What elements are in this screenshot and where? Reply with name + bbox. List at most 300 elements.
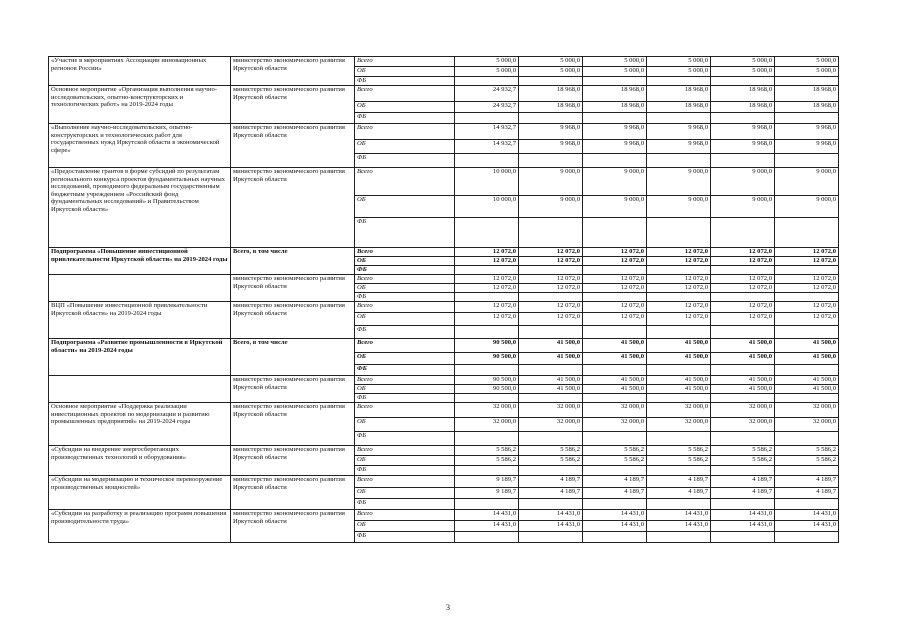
amount-cell: 4 189,7	[519, 488, 583, 499]
funding-source-cell: Всего	[355, 124, 455, 140]
amount-cell: 12 072,0	[455, 302, 519, 313]
amount-cell: 5 586,2	[519, 456, 583, 466]
amount-cell	[583, 499, 647, 510]
amount-cell: 12 072,0	[775, 257, 839, 266]
table-row	[49, 339, 839, 353]
funding-source-cell: ОБ	[355, 284, 455, 293]
amount-cell: 12 072,0	[583, 284, 647, 293]
amount-cell: 4 189,7	[519, 476, 583, 488]
amount-cell	[711, 293, 775, 302]
amount-cell: 12 072,0	[647, 248, 711, 257]
responsible-cell: министерство экономического развития Иркутской области	[231, 86, 355, 124]
amount-cell: 14 431,0	[647, 521, 711, 532]
amount-cell: 5 586,2	[711, 456, 775, 466]
amount-cell	[775, 466, 839, 476]
amount-cell: 18 968,0	[647, 86, 711, 102]
amount-cell: 5 586,2	[775, 456, 839, 466]
amount-cell: 32 000,0	[519, 403, 583, 418]
activity-name-cell	[49, 275, 231, 302]
amount-cell	[647, 218, 711, 248]
amount-cell	[455, 394, 519, 403]
funding-source-cell: Всего	[355, 86, 455, 102]
amount-cell: 12 072,0	[711, 248, 775, 257]
amount-cell: 5 000,0	[455, 67, 519, 77]
amount-cell	[455, 113, 519, 124]
amount-cell	[711, 77, 775, 86]
activity-name-cell: «Субсидии на разработку и реализацию программ повышения производительности труда»	[49, 510, 231, 543]
amount-cell: 9 000,0	[775, 168, 839, 196]
funding-source-cell: ОБ	[355, 488, 455, 499]
activity-name-cell: «Предоставление грантов в форме субсидий по результатам регионального конкурса проектов фундаментальных научных исследований, проводимого федеральным государственным бюджетным учреждением «Российский фонд фундаментальных исследований» и Правительством Иркутской области»	[49, 168, 231, 248]
responsible-cell: министерство экономического развития Иркутской области	[231, 446, 355, 476]
amount-cell: 5 000,0	[519, 57, 583, 67]
amount-cell: 18 968,0	[775, 86, 839, 102]
amount-cell: 12 072,0	[583, 275, 647, 284]
amount-cell: 41 500,0	[647, 385, 711, 394]
table-row	[49, 124, 839, 140]
amount-cell: 12 072,0	[455, 257, 519, 266]
activity-name-cell: Подпрограмма «Повышение инвестиционной привлекательности Иркутской области» на 2019-2024 годы	[49, 248, 231, 275]
amount-cell	[775, 77, 839, 86]
amount-cell	[711, 113, 775, 124]
amount-cell: 12 072,0	[775, 302, 839, 313]
amount-cell: 14 431,0	[455, 510, 519, 521]
amount-cell	[455, 365, 519, 376]
amount-cell: 9 000,0	[647, 196, 711, 218]
amount-cell: 41 500,0	[711, 385, 775, 394]
amount-cell: 5 586,2	[583, 456, 647, 466]
amount-cell: 90 500,0	[455, 376, 519, 385]
amount-cell	[583, 326, 647, 339]
amount-cell	[455, 326, 519, 339]
amount-cell	[647, 466, 711, 476]
amount-cell: 12 072,0	[455, 248, 519, 257]
amount-cell	[455, 499, 519, 510]
amount-cell: 18 968,0	[647, 102, 711, 113]
amount-cell: 5 000,0	[583, 67, 647, 77]
amount-cell: 9 000,0	[775, 196, 839, 218]
amount-cell: 5 586,2	[775, 446, 839, 456]
amount-cell: 9 968,0	[647, 140, 711, 154]
funding-source-cell: ФБ	[355, 466, 455, 476]
budget-table	[48, 56, 839, 543]
amount-cell	[583, 218, 647, 248]
amount-cell	[455, 432, 519, 446]
responsible-cell: министерство экономического развития Иркутской области	[231, 57, 355, 86]
amount-cell: 41 500,0	[519, 385, 583, 394]
amount-cell: 14 932,7	[455, 124, 519, 140]
amount-cell: 41 500,0	[711, 376, 775, 385]
table-row	[49, 510, 839, 521]
amount-cell: 41 500,0	[711, 353, 775, 365]
amount-cell	[647, 154, 711, 168]
amount-cell	[775, 432, 839, 446]
amount-cell	[455, 293, 519, 302]
amount-cell: 41 500,0	[519, 353, 583, 365]
amount-cell: 4 189,7	[775, 476, 839, 488]
funding-source-cell: Всего	[355, 510, 455, 521]
amount-cell: 12 072,0	[775, 313, 839, 326]
table-row	[49, 476, 839, 488]
funding-source-cell: ФБ	[355, 266, 455, 275]
funding-source-cell: ОБ	[355, 196, 455, 218]
funding-source-cell: ОБ	[355, 385, 455, 394]
amount-cell: 90 500,0	[455, 353, 519, 365]
amount-cell: 32 000,0	[647, 403, 711, 418]
amount-cell	[711, 218, 775, 248]
amount-cell	[775, 394, 839, 403]
funding-source-cell: ФБ	[355, 532, 455, 543]
amount-cell: 9 968,0	[647, 124, 711, 140]
responsible-cell: министерство экономического развития Иркутской области	[231, 403, 355, 446]
funding-source-cell: ФБ	[355, 113, 455, 124]
funding-source-cell: ОБ	[355, 521, 455, 532]
amount-cell: 18 968,0	[583, 102, 647, 113]
amount-cell	[583, 77, 647, 86]
activity-name-cell: «Участие в мероприятиях Ассоциации инновационных регионов России»	[49, 57, 231, 86]
amount-cell: 12 072,0	[711, 275, 775, 284]
amount-cell: 24 932,7	[455, 102, 519, 113]
amount-cell: 14 431,0	[455, 521, 519, 532]
amount-cell	[775, 218, 839, 248]
amount-cell: 9 000,0	[647, 168, 711, 196]
amount-cell	[583, 293, 647, 302]
amount-cell: 12 072,0	[583, 257, 647, 266]
amount-cell: 9 968,0	[775, 124, 839, 140]
amount-cell: 18 968,0	[583, 86, 647, 102]
amount-cell	[775, 326, 839, 339]
responsible-cell: министерство экономического развития Иркутской области	[231, 275, 355, 302]
table-row	[49, 302, 839, 313]
responsible-cell: министерство экономического развития Иркутской области	[231, 476, 355, 510]
responsible-cell: министерство экономического развития Иркутской области	[231, 376, 355, 403]
amount-cell: 9 189,7	[455, 488, 519, 499]
funding-source-cell: ОБ	[355, 418, 455, 432]
amount-cell	[519, 365, 583, 376]
amount-cell: 41 500,0	[519, 376, 583, 385]
amount-cell: 24 932,7	[455, 86, 519, 102]
amount-cell: 4 189,7	[711, 476, 775, 488]
activity-name-cell: «Субсидии на внедрение энергосберегающих производственных технологий и оборудования»	[49, 446, 231, 476]
amount-cell: 12 072,0	[519, 248, 583, 257]
table-row	[49, 446, 839, 456]
funding-source-cell: Всего	[355, 476, 455, 488]
amount-cell: 12 072,0	[711, 257, 775, 266]
amount-cell	[519, 394, 583, 403]
amount-cell: 12 072,0	[775, 275, 839, 284]
amount-cell	[455, 218, 519, 248]
amount-cell	[647, 266, 711, 275]
amount-cell	[775, 499, 839, 510]
activity-name-cell	[49, 376, 231, 403]
amount-cell	[583, 532, 647, 543]
amount-cell	[775, 293, 839, 302]
amount-cell	[647, 293, 711, 302]
amount-cell: 18 968,0	[519, 86, 583, 102]
funding-source-cell: Всего	[355, 168, 455, 196]
table-row	[49, 86, 839, 102]
amount-cell: 12 072,0	[519, 313, 583, 326]
funding-source-cell: ФБ	[355, 326, 455, 339]
amount-cell: 5 586,2	[647, 456, 711, 466]
amount-cell: 18 968,0	[775, 102, 839, 113]
funding-source-cell: ФБ	[355, 218, 455, 248]
amount-cell	[775, 266, 839, 275]
amount-cell: 41 500,0	[711, 339, 775, 353]
amount-cell	[711, 266, 775, 275]
amount-cell	[519, 293, 583, 302]
funding-source-cell: ОБ	[355, 102, 455, 113]
amount-cell: 12 072,0	[519, 275, 583, 284]
amount-cell: 10 000,0	[455, 168, 519, 196]
amount-cell: 14 431,0	[519, 521, 583, 532]
table-row	[49, 168, 839, 196]
amount-cell: 14 932,7	[455, 140, 519, 154]
amount-cell: 5 000,0	[775, 57, 839, 67]
amount-cell	[583, 432, 647, 446]
amount-cell: 90 500,0	[455, 385, 519, 394]
amount-cell: 32 000,0	[775, 403, 839, 418]
funding-source-cell: ОБ	[355, 257, 455, 266]
amount-cell	[711, 326, 775, 339]
amount-cell	[647, 77, 711, 86]
funding-source-cell: ФБ	[355, 432, 455, 446]
amount-cell: 5 586,2	[583, 446, 647, 456]
amount-cell	[455, 466, 519, 476]
funding-source-cell: ФБ	[355, 394, 455, 403]
amount-cell: 5 000,0	[775, 67, 839, 77]
amount-cell: 41 500,0	[583, 353, 647, 365]
amount-cell: 12 072,0	[775, 248, 839, 257]
funding-source-cell: Всего	[355, 376, 455, 385]
amount-cell: 5 000,0	[583, 57, 647, 67]
amount-cell: 12 072,0	[647, 284, 711, 293]
amount-cell	[775, 154, 839, 168]
amount-cell: 12 072,0	[519, 302, 583, 313]
amount-cell	[583, 154, 647, 168]
amount-cell	[455, 77, 519, 86]
responsible-cell: министерство экономического развития Иркутской области	[231, 302, 355, 339]
table-row	[49, 275, 839, 284]
responsible-cell: министерство экономического развития Иркутской области	[231, 124, 355, 168]
amount-cell: 14 431,0	[775, 510, 839, 521]
funding-source-cell: ФБ	[355, 365, 455, 376]
table-row	[49, 403, 839, 418]
amount-cell	[711, 466, 775, 476]
amount-cell	[647, 113, 711, 124]
amount-cell: 9 000,0	[519, 196, 583, 218]
amount-cell: 14 431,0	[647, 510, 711, 521]
amount-cell: 41 500,0	[647, 376, 711, 385]
funding-source-cell: Всего	[355, 446, 455, 456]
funding-source-cell: ФБ	[355, 77, 455, 86]
amount-cell: 12 072,0	[647, 302, 711, 313]
amount-cell: 12 072,0	[711, 284, 775, 293]
amount-cell	[711, 432, 775, 446]
amount-cell: 12 072,0	[583, 248, 647, 257]
amount-cell	[583, 113, 647, 124]
amount-cell	[647, 365, 711, 376]
amount-cell	[519, 77, 583, 86]
amount-cell	[455, 532, 519, 543]
amount-cell	[711, 532, 775, 543]
amount-cell	[647, 326, 711, 339]
amount-cell: 12 072,0	[647, 275, 711, 284]
amount-cell: 5 000,0	[455, 57, 519, 67]
activity-name-cell: ВЦП «Повышение инвестиционной привлекательности Иркутской области» на 2019-2024 годы	[49, 302, 231, 339]
amount-cell	[711, 365, 775, 376]
amount-cell: 12 072,0	[519, 257, 583, 266]
amount-cell: 9 000,0	[583, 196, 647, 218]
amount-cell	[519, 466, 583, 476]
activity-name-cell: «Выполнение научно-исследовательских, опытно-конструкторских и технологических работ для государственных нужд Иркутской области в экономической сфере»	[49, 124, 231, 168]
amount-cell	[519, 154, 583, 168]
amount-cell	[647, 499, 711, 510]
amount-cell: 4 189,7	[583, 476, 647, 488]
funding-source-cell: ОБ	[355, 353, 455, 365]
amount-cell: 32 000,0	[711, 403, 775, 418]
funding-source-cell: ОБ	[355, 67, 455, 77]
table-row	[49, 248, 839, 257]
amount-cell	[519, 113, 583, 124]
amount-cell	[519, 266, 583, 275]
amount-cell: 5 586,2	[711, 446, 775, 456]
funding-source-cell: ОБ	[355, 456, 455, 466]
amount-cell: 12 072,0	[583, 313, 647, 326]
amount-cell: 5 000,0	[711, 57, 775, 67]
amount-cell: 9 968,0	[519, 124, 583, 140]
amount-cell: 12 072,0	[647, 257, 711, 266]
amount-cell	[583, 365, 647, 376]
amount-cell: 12 072,0	[455, 284, 519, 293]
amount-cell: 9 968,0	[775, 140, 839, 154]
amount-cell: 12 072,0	[647, 313, 711, 326]
amount-cell: 41 500,0	[775, 385, 839, 394]
amount-cell: 32 000,0	[583, 403, 647, 418]
funding-source-cell: Всего	[355, 248, 455, 257]
amount-cell: 41 500,0	[775, 339, 839, 353]
amount-cell: 41 500,0	[775, 376, 839, 385]
amount-cell: 5 000,0	[711, 67, 775, 77]
amount-cell	[519, 432, 583, 446]
amount-cell: 14 431,0	[711, 521, 775, 532]
amount-cell: 9 968,0	[583, 140, 647, 154]
activity-name-cell: Основное мероприятие «Поддержка реализации инвестиционных проектов по модернизации и развитию промышленных предприятий» на 2019-2024 годы	[49, 403, 231, 446]
amount-cell: 41 500,0	[647, 339, 711, 353]
amount-cell: 5 000,0	[519, 67, 583, 77]
amount-cell: 18 968,0	[711, 86, 775, 102]
amount-cell	[711, 154, 775, 168]
amount-cell: 4 189,7	[711, 488, 775, 499]
amount-cell: 32 000,0	[583, 418, 647, 432]
amount-cell	[583, 466, 647, 476]
amount-cell: 41 500,0	[519, 339, 583, 353]
amount-cell: 9 968,0	[711, 124, 775, 140]
responsible-cell: Всего, в том числе	[231, 339, 355, 376]
amount-cell	[519, 218, 583, 248]
amount-cell: 9 000,0	[519, 168, 583, 196]
amount-cell	[519, 499, 583, 510]
amount-cell: 12 072,0	[455, 275, 519, 284]
responsible-cell: министерство экономического развития Иркутской области	[231, 510, 355, 543]
amount-cell: 12 072,0	[583, 302, 647, 313]
amount-cell: 41 500,0	[583, 339, 647, 353]
activity-name-cell: Подпрограмма «Развитие промышленности в Иркутской области» на 2019-2024 годы	[49, 339, 231, 376]
table-row	[49, 57, 839, 67]
amount-cell: 32 000,0	[519, 418, 583, 432]
amount-cell	[775, 113, 839, 124]
activity-name-cell: Основное мероприятие «Организация выполнения научно-исследовательских, опытно-конструкторских и технологических работ» на 2019-2024 годы	[49, 86, 231, 124]
amount-cell	[455, 154, 519, 168]
amount-cell: 41 500,0	[583, 385, 647, 394]
amount-cell: 14 431,0	[775, 521, 839, 532]
amount-cell: 5 586,2	[455, 456, 519, 466]
amount-cell	[647, 432, 711, 446]
amount-cell: 4 189,7	[583, 488, 647, 499]
amount-cell: 14 431,0	[583, 521, 647, 532]
amount-cell: 5 586,2	[647, 446, 711, 456]
amount-cell: 5 000,0	[647, 67, 711, 77]
amount-cell: 41 500,0	[647, 353, 711, 365]
funding-source-cell: ФБ	[355, 154, 455, 168]
amount-cell: 32 000,0	[711, 418, 775, 432]
amount-cell: 90 500,0	[455, 339, 519, 353]
amount-cell: 18 968,0	[711, 102, 775, 113]
amount-cell: 14 431,0	[583, 510, 647, 521]
amount-cell	[519, 532, 583, 543]
amount-cell	[519, 326, 583, 339]
amount-cell	[583, 266, 647, 275]
amount-cell: 41 500,0	[775, 353, 839, 365]
funding-source-cell: ОБ	[355, 313, 455, 326]
amount-cell	[775, 532, 839, 543]
amount-cell: 9 189,7	[455, 476, 519, 488]
amount-cell: 12 072,0	[711, 313, 775, 326]
table-row	[49, 376, 839, 385]
amount-cell: 14 431,0	[519, 510, 583, 521]
amount-cell	[647, 532, 711, 543]
funding-source-cell: Всего	[355, 403, 455, 418]
amount-cell: 4 189,7	[647, 488, 711, 499]
amount-cell: 9 000,0	[711, 168, 775, 196]
amount-cell	[775, 365, 839, 376]
amount-cell: 41 500,0	[583, 376, 647, 385]
amount-cell: 32 000,0	[775, 418, 839, 432]
amount-cell: 5 586,2	[519, 446, 583, 456]
page-number: 3	[446, 603, 450, 612]
funding-source-cell: ОБ	[355, 140, 455, 154]
amount-cell: 9 968,0	[711, 140, 775, 154]
responsible-cell: министерство экономического развития Иркутской области	[231, 168, 355, 248]
amount-cell: 14 431,0	[711, 510, 775, 521]
funding-source-cell: Всего	[355, 302, 455, 313]
amount-cell: 32 000,0	[455, 403, 519, 418]
funding-source-cell: Всего	[355, 275, 455, 284]
funding-source-cell: Всего	[355, 57, 455, 67]
amount-cell: 9 968,0	[583, 124, 647, 140]
amount-cell: 32 000,0	[647, 418, 711, 432]
funding-source-cell: Всего	[355, 339, 455, 353]
amount-cell: 9 000,0	[583, 168, 647, 196]
amount-cell: 12 072,0	[455, 313, 519, 326]
activity-name-cell: «Субсидии на модернизацию и техническое перевооружение производственных мощностей»	[49, 476, 231, 510]
amount-cell: 4 189,7	[647, 476, 711, 488]
amount-cell	[647, 394, 711, 403]
amount-cell: 9 968,0	[519, 140, 583, 154]
amount-cell: 5 000,0	[647, 57, 711, 67]
amount-cell	[711, 499, 775, 510]
amount-cell: 5 586,2	[455, 446, 519, 456]
